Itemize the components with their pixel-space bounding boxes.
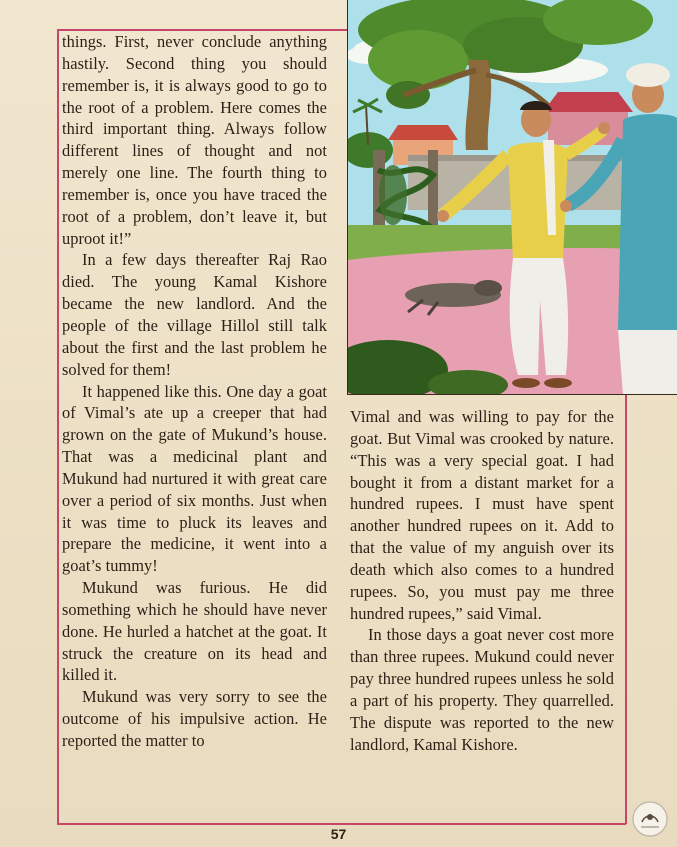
paragraph: It happened like this. One day a goat of Vimal’s ate up a creeper that had grown on the gate of Mukund’s house. That was a medicinal plant and Mukund had nurtured it with great care over a period of six months. Just when it was time to pluck its leaves and prepare the medicine, it went into a goat’s tummy! — [62, 381, 327, 576]
paragraph: Vimal and was willing to pay for the goat. But Vimal was crooked by nature. “This was a very special goat. I had bought it from a distant market for a hundred rupees. I must have spent another hundred rupees on it. Add to that the value of my anguish over its death which also comes to a hundred rupees. So, you must pay me three hundred rupees,” said Vimal. — [350, 407, 614, 623]
left-text-column — [62, 31, 327, 752]
story-illustration — [347, 0, 677, 395]
paragraph: In a few days thereafter Raj Rao died. The young Kamal Kishore became the new landlord. And the people of the village Hillol still talk about the first and the last problem he solved for them! — [62, 250, 327, 379]
library-seal-icon — [631, 800, 669, 838]
illustration-art — [348, 0, 677, 395]
frame-bottom-line — [57, 823, 626, 825]
paragraph: In those days a goat never cost more than three rupees. Mukund could never pay three hundred rupees unless he sold a part of his property. They quarrelled. The dispute was reported to the new landlord, Kamal Kishore. — [350, 625, 614, 754]
paragraph: Mukund was very sorry to see the outcome of his impulsive action. He reported the matter to — [62, 687, 327, 750]
page-number: 57 — [330, 826, 347, 842]
frame-right-line — [625, 395, 627, 824]
right-text-column — [350, 406, 614, 756]
frame-left-line — [57, 29, 59, 824]
paragraph: things. First, never conclude anything hastily. Second thing you should remember is, it is always good to go to the root of a problem. Here comes the third important thing. Always follow different lines of thought and not merely one line. The fourth thing to remember is, once you have traced the root of a problem, don’t leave it, but uproot it!” — [62, 32, 327, 248]
paragraph: Mukund was furious. He did something which he should have never done. He hurled a hatchet at the goat. It struck the creature on its head and killed it. — [62, 578, 327, 685]
